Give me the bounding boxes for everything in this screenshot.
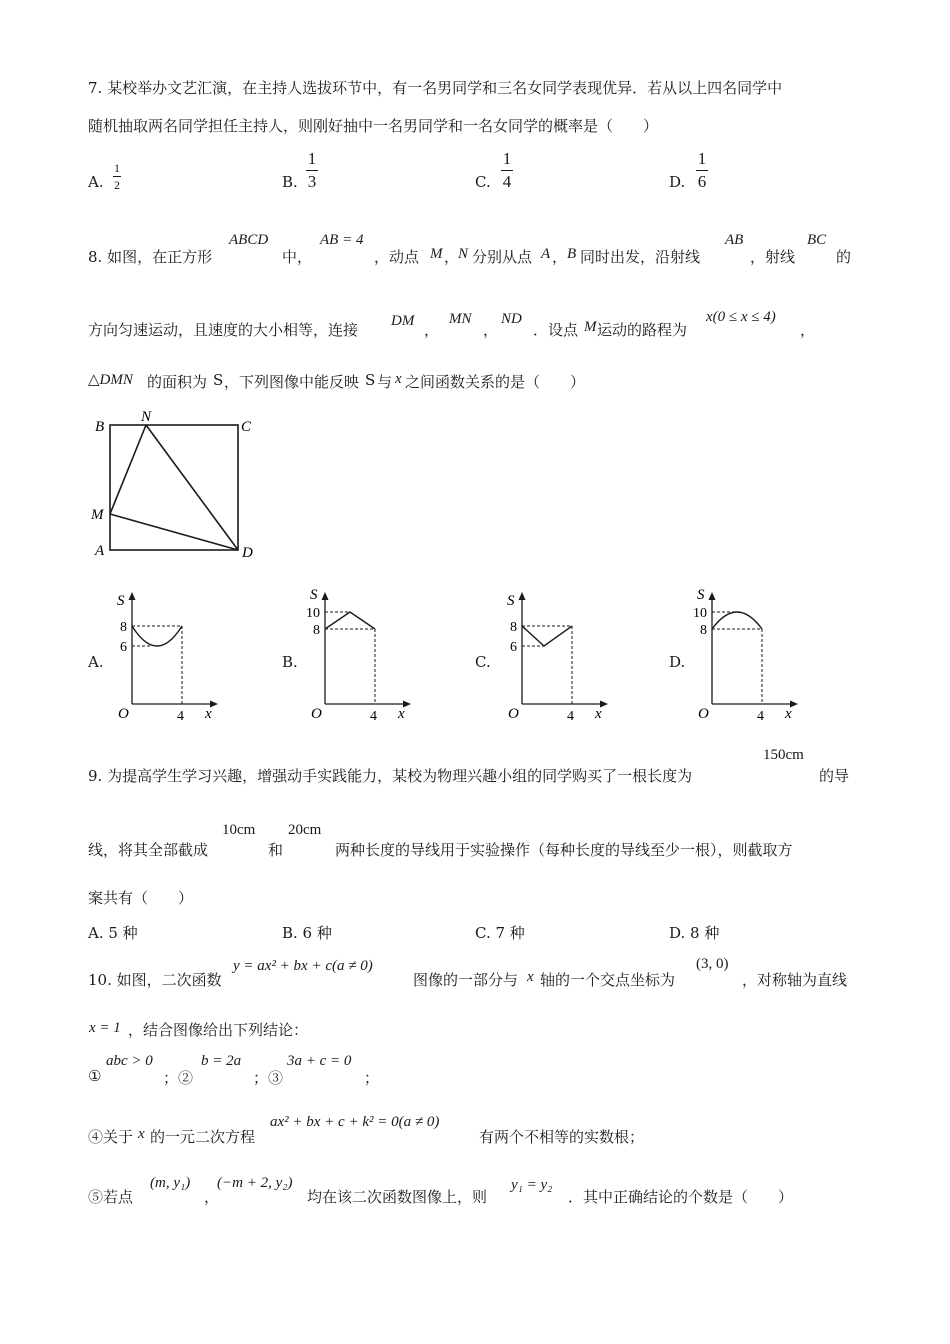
q8-text-6: ，	[552, 248, 568, 266]
q10-conclusion-4: ax² + bx + c + k² = 0(a ≠ 0)	[270, 1114, 440, 1130]
q8-text-1: 8. 如图，在正方形	[88, 248, 213, 266]
q10-conclusion-5-a: ⑤若点	[88, 1188, 134, 1206]
q7-option-a-label: A.	[88, 173, 104, 191]
q8-text-16: 的面积为	[147, 373, 208, 391]
q8-text-14: 运动的路程为	[597, 321, 688, 339]
q8-math-range: x(0 ≤ x ≤ 4)	[706, 309, 776, 325]
q10-math-point: (3, 0)	[696, 956, 729, 972]
q8-text-10: 方向匀速运动，且速度的大小相等，连接	[88, 321, 359, 339]
segment-mn	[110, 425, 146, 514]
q8-text-4: ，	[444, 248, 460, 266]
q8-text-13: ．设点	[533, 321, 579, 339]
graph-d-xv: 4	[757, 709, 764, 724]
q7-option-a-num: 1	[114, 161, 120, 175]
q8-var-a: A	[541, 246, 551, 262]
q9-text-6: 案共有（ ）	[88, 889, 194, 907]
q8-var-b: B	[567, 246, 577, 262]
q8-text-7: 同时出发，沿射线	[580, 248, 701, 266]
graph-a-curve	[132, 626, 182, 646]
q8-text-18: 与	[377, 373, 393, 391]
q10-text-2: 图像的一部分与	[413, 971, 519, 989]
q7-line1: 7. 某校举办文艺汇演，在主持人选拔环节中，有一名男同学和三名女同学表现优异．若从以上四名同学中	[88, 79, 783, 97]
q7-option-b-num: 1	[307, 149, 317, 168]
graph-b-curve	[325, 612, 375, 629]
q8-var-m2: M	[584, 319, 597, 335]
graph-b-y2: 8	[313, 623, 320, 638]
q7-option-c-label: C.	[475, 173, 491, 191]
q9-text-2: 的导	[819, 767, 850, 785]
q9-option-c: C. 7 种	[475, 924, 525, 942]
q7-option-a-den: 2	[114, 178, 120, 192]
q10-math-function: y = ax² + bx + c(a ≠ 0)	[233, 958, 373, 974]
q9-math-20: 20cm	[288, 822, 322, 838]
q8-text-9: 的	[836, 248, 852, 266]
graph-c-xv: 4	[567, 709, 574, 724]
q8-math-s2: S	[365, 371, 376, 389]
graph-d	[690, 588, 805, 724]
q8-text-3: ，动点	[374, 248, 420, 266]
graph-a-xv: 4	[177, 709, 184, 724]
q10-sep-3: ；	[364, 1069, 380, 1087]
graph-a-label: A.	[88, 653, 104, 671]
q8-text-15: ，	[800, 321, 816, 339]
label-m: M	[91, 507, 104, 523]
graph-c-label: C.	[475, 653, 491, 671]
graph-d-y1: 10	[693, 606, 707, 621]
q10-conclusion-3: 3a + c = 0	[287, 1053, 352, 1069]
q8-var-n: N	[458, 246, 469, 262]
q7-option-b-den: 3	[307, 172, 317, 191]
q7-option-d-fraction	[696, 150, 708, 191]
q8-text-2: 中，	[282, 248, 313, 266]
graph-a-y1: 8	[120, 620, 127, 635]
q9-text-4: 和	[268, 841, 284, 859]
q8-math-mn: MN	[449, 311, 472, 327]
q10-conclusion-4-x: x	[138, 1126, 145, 1142]
q8-math-nd: ND	[501, 311, 522, 327]
graph-b-x: x	[398, 706, 405, 722]
q10-conclusion-1: abc > 0	[106, 1053, 153, 1069]
q9-math-10: 10cm	[222, 822, 256, 838]
graph-c-x: x	[595, 706, 602, 722]
q8-math-x: x	[395, 371, 402, 387]
q8-text-11: ，	[424, 321, 440, 339]
label-c: C	[241, 419, 252, 435]
q10-sep-1: ；②	[163, 1069, 194, 1087]
graph-d-y2: 8	[700, 623, 707, 638]
q10-conclusion-4-a: ④关于	[88, 1128, 134, 1146]
q10-conclusion-5-b: ，	[204, 1188, 220, 1206]
q9-option-a: A. 5 种	[88, 924, 138, 942]
graph-b-y1: 10	[306, 606, 320, 621]
q9-option-b: B. 6 种	[282, 924, 332, 942]
q9-text-5: 两种长度的导线用于实验操作（每种长度的导线至少一根），则截取方	[335, 841, 793, 859]
q8-text-8: ，射线	[750, 248, 796, 266]
q8-math-dm: DM	[391, 313, 415, 329]
q10-conclusion-4-c: 有两个不相等的实数根；	[479, 1128, 645, 1146]
q10-conclusion-2: b = 2a	[201, 1053, 242, 1069]
q8-math-bc: BC	[807, 232, 827, 248]
q10-text-3: 轴的一个交点坐标为	[540, 971, 676, 989]
graph-d-o: O	[698, 706, 709, 722]
q8-text-19: 之间函数关系的是（ ）	[405, 373, 586, 391]
q9-math-150: 150cm	[763, 747, 804, 763]
graph-c-y1: 8	[510, 620, 517, 635]
graph-c-curve	[522, 626, 572, 646]
q10-conclusion-1-marker: ①	[88, 1067, 102, 1085]
q7-option-d-num: 1	[697, 149, 707, 168]
q9-text-3: 线，将其全部截成	[88, 841, 209, 859]
graph-b-s: S	[310, 588, 318, 603]
q10-math-axis: x = 1	[89, 1020, 121, 1036]
graph-a	[110, 588, 225, 724]
label-a: A	[95, 543, 105, 559]
graph-d-curve	[712, 612, 762, 629]
q8-math-ab-eq: AB = 4	[320, 232, 364, 248]
graph-d-x: x	[785, 706, 792, 722]
q10-conclusion-5-d: ．其中正确结论的个数是（ ）	[568, 1188, 794, 1206]
graph-b	[303, 588, 418, 724]
graph-c	[500, 588, 615, 724]
label-b: B	[95, 419, 105, 435]
q10-conclusion-5-c: 均在该二次函数图像上，则	[307, 1188, 488, 1206]
segment-md	[110, 514, 238, 550]
graph-b-o: O	[311, 706, 322, 722]
graph-c-s: S	[507, 593, 515, 609]
q7-option-b-fraction	[306, 150, 318, 191]
q8-text-12: ，	[483, 321, 499, 339]
q9-option-d: D. 8 种	[669, 924, 720, 942]
graph-c-y2: 6	[510, 640, 517, 655]
q7-option-c-num: 1	[502, 149, 512, 168]
q8-math-ab: AB	[725, 232, 744, 248]
q10-text-1: 10. 如图，二次函数	[88, 971, 222, 989]
q10-text-5: ，结合图像给出下列结论：	[128, 1021, 309, 1039]
graph-d-label: D.	[669, 653, 686, 671]
square-figure	[85, 405, 265, 565]
q7-option-d-den: 6	[697, 172, 707, 191]
graph-a-s: S	[117, 593, 125, 609]
graph-a-y2: 6	[120, 640, 127, 655]
q8-text-17: ，下列图像中能反映	[224, 373, 360, 391]
q7-line2: 随机抽取两名同学担任主持人，则刚好抽中一名男同学和一名女同学的概率是（ ）	[88, 117, 659, 135]
q10-point-m: (m, y₁)	[150, 1175, 191, 1191]
q10-var-x: x	[527, 969, 534, 985]
q10-text-4: ，对称轴为直线	[742, 971, 848, 989]
graph-c-o: O	[508, 706, 519, 722]
q8-text-5: 分别从点	[472, 248, 533, 266]
q7-option-a-fraction	[113, 162, 121, 191]
q7-option-c-den: 4	[502, 172, 512, 191]
q10-conclusion-4-b: 的一元二次方程	[150, 1128, 256, 1146]
graph-a-o: O	[118, 706, 129, 722]
q8-math-triangle: △DMN	[88, 372, 133, 388]
q10-equal-y: y₁ = y₂	[511, 1177, 553, 1193]
q8-math-s: S	[213, 371, 224, 389]
q7-option-d-label: D.	[669, 173, 686, 191]
graph-a-x: x	[205, 706, 212, 722]
label-n: N	[141, 409, 152, 425]
q10-point-neg-m: (−m + 2, y₂)	[217, 1175, 293, 1191]
segment-nd	[146, 425, 238, 550]
graph-d-s: S	[697, 588, 705, 603]
q9-text-1: 9. 为提高学生学习兴趣，增强动手实践能力，某校为物理兴趣小组的同学购买了一根长度为	[88, 767, 693, 785]
q10-sep-2: ；③	[253, 1069, 284, 1087]
graph-b-xv: 4	[370, 709, 377, 724]
q8-var-m: M	[430, 246, 443, 262]
graph-b-label: B.	[282, 653, 298, 671]
q7-option-c-fraction	[501, 150, 513, 191]
q8-math-abcd: ABCD	[229, 232, 269, 248]
q7-option-b-label: B.	[282, 173, 298, 191]
label-d: D	[242, 545, 253, 561]
